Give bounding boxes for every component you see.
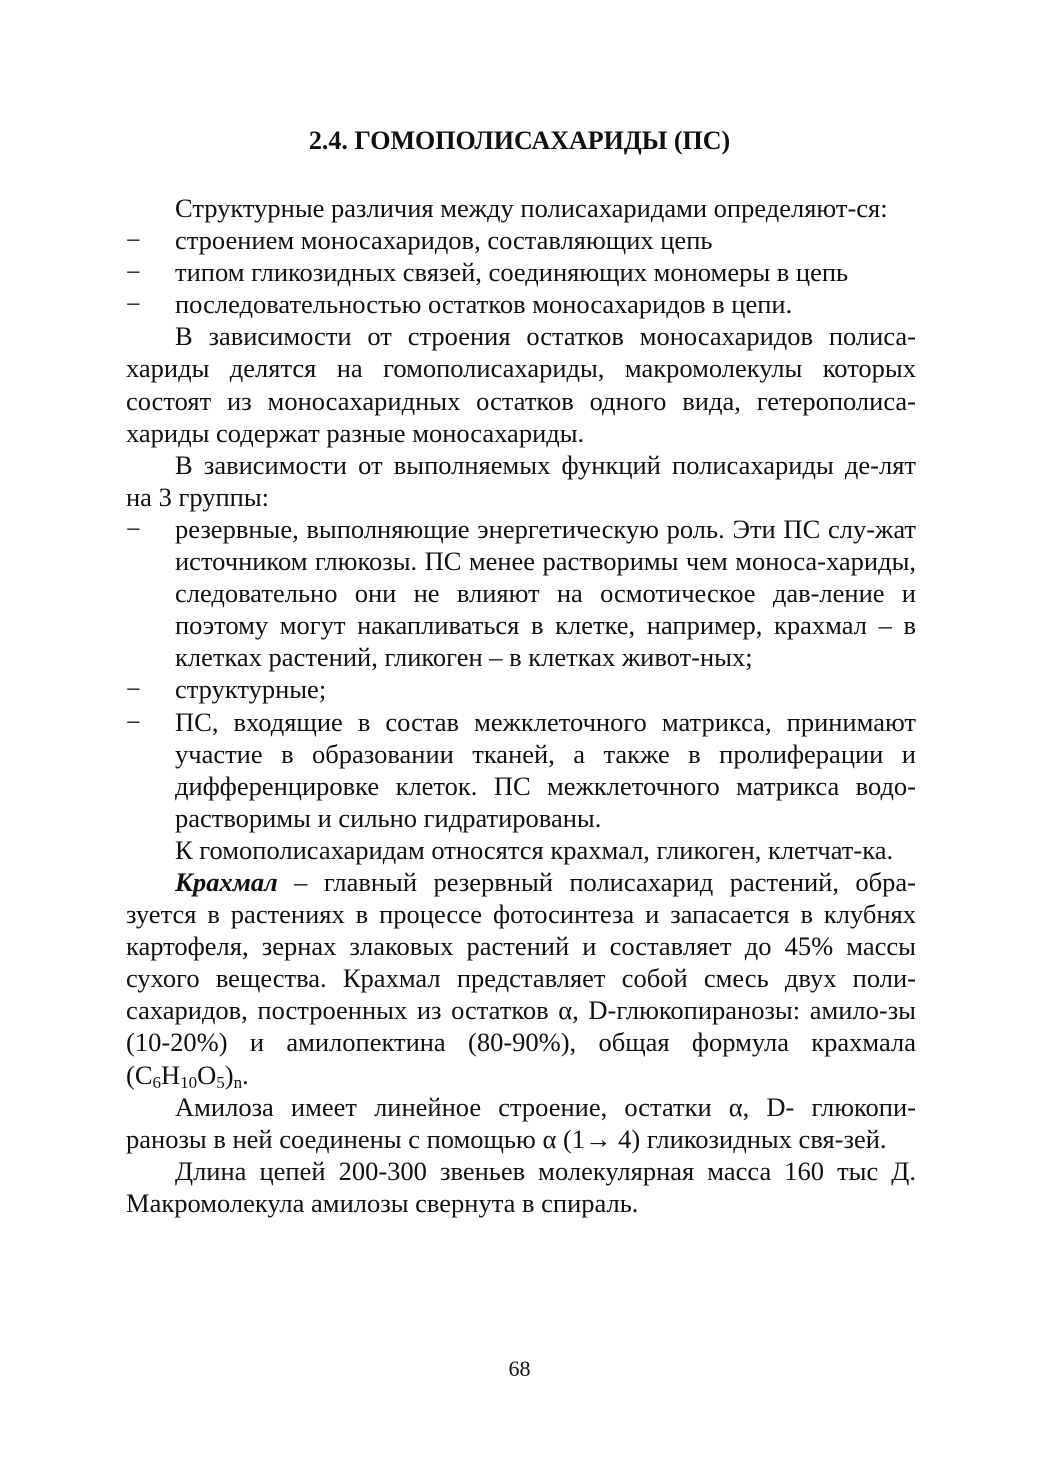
list-item: − структурные;	[126, 673, 916, 705]
list-item: − последовательностью остатков моносахаридов в цепи.	[126, 288, 916, 320]
starch-formula: $(C_6H_{10}O_5)_n$.	[126, 1059, 249, 1092]
list-item: − ПС, входящие в состав межклеточного матрикса, принимают участие в образовании тканей, а также в пролиферации и дифференцировке клеток. ПС межклеточного матрикса водо-растворимы и сильно гидратированы.	[126, 706, 916, 834]
section-title: 2.4. ГОМОПОЛИСАХАРИДЫ (ПС)	[308, 126, 731, 155]
paragraph-starch	[126, 866, 916, 1091]
paragraph-homopolysaccharides: К гомополисахаридам относятся крахмал, гликоген, клетчат-ка.	[175, 834, 894, 865]
list-item: − резервные, выполняющие энергетическую роль. Эти ПС слу-жат источником глюкозы. ПС менее растворимы чем моноса-хариды, следовательно они не влияют на осмотическое дав-ление и поэтому могут накапливаться в клетке, например, крахмал – в клетках растений, гликоген – в клетках живот-ных;	[126, 513, 916, 673]
paragraph-functions: В зависимости от выполняемых функций полисахариды де-лят на 3 группы:	[126, 449, 916, 512]
paragraph-structure-differences: Структурные различия между полисахаридами определяют-ся:	[175, 193, 888, 223]
paragraph-composition: В зависимости от строения остатков моносахаридов полиса-хариды делятся на гомополисахариды, макромолекулы которых состоят из моносахаридных остатков одного вида, гетерополиса-хариды содержат разные моносахариды.	[126, 321, 916, 448]
page-body	[126, 192, 916, 1219]
term-starch: Крахмал	[175, 866, 278, 897]
page-number: 68	[508, 1356, 531, 1381]
paragraph-amylose: Амилоза имеет линейное строение, остатки α, D- глюкопи-ранозы в ней соединены с помощью α (1→ 4) гликозидных свя-зей.	[126, 1091, 916, 1154]
starch-text: – главный резервный полисахарид растений, обра-зуется в растениях в процессе фотосинтеза и запасается в клубнях картофеля, зернах злаковых растений и составляет до 45% массы сухого вещества. Крахмал представляет собой смесь двух поли-сахаридов, построенных из остатков α, D-глюкопиранозы: амило-зы (10-20%) и амилопектина (80-90%), общая формула крахмала	[126, 866, 916, 1058]
list-item: − типом гликозидных связей, соединяющих мономеры в цепь	[126, 256, 916, 288]
list-item: − строением моносахаридов, составляющих цепь	[126, 224, 916, 256]
paragraph-chain-length: Длина цепей 200-300 звеньев молекулярная масса 160 тыс Д. Макромолекула амилозы свернута в спираль.	[126, 1155, 916, 1218]
